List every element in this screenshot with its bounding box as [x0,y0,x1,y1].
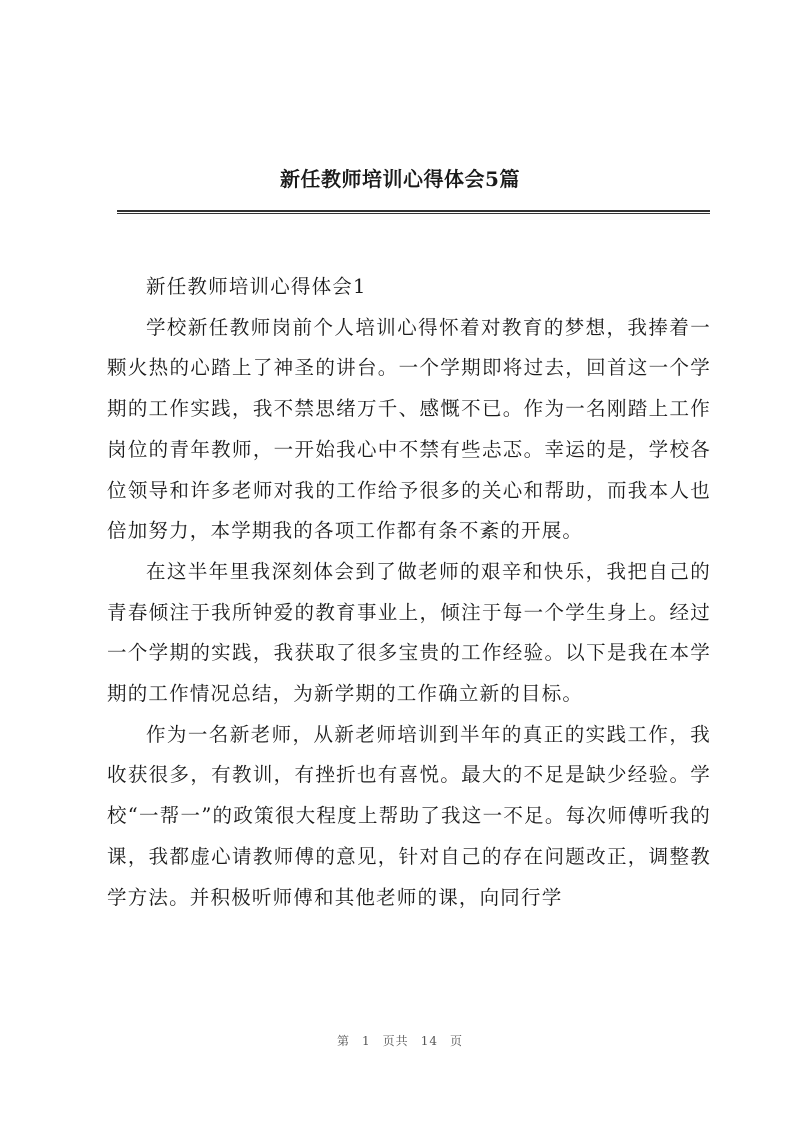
footer-prefix: 第 [337,1034,351,1048]
footer-total-pages: 14 [420,1034,438,1048]
page-footer [0,1032,800,1049]
title-divider [117,210,710,214]
footer-suffix: 页 [449,1034,463,1048]
footer-current-page: 1 [362,1034,371,1048]
section-heading: 新任教师培训心得体会1 [146,275,367,298]
paragraph: 学校新任教师岗前个人培训心得怀着对教育的梦想，我捧着一颗火热的心踏上了神圣的讲台。一个学期即将过去，回首这一个学期的工作实践，我不禁思绪万千、感慨不已。作为一名刚踏上工作岗位的青年教师，一开始我心中不禁有些忐忑。幸运的是，学校各位领导和许多老师对我的工作给予很多的关心和帮助，而我本人也倍加努力，本学期我的各项工作都有条不紊的开展。 [107,315,711,543]
page-title: 新任教师培训心得体会5篇 [280,167,520,191]
footer-middle: 页共 [382,1034,409,1048]
paragraph: 在这半年里我深刻体会到了做老师的艰辛和快乐，我把自己的青春倾注于我所钟爱的教育事业上，倾注于每一个学生身上。经过一个学期的实践，我获取了很多宝贵的工作经验。以下是我在本学期的工作情况总结，为新学期的工作确立新的目标。 [107,559,711,706]
document-body [107,267,711,918]
paragraph: 作为一名新老师，从新老师培训到半年的真正的实践工作，我收获很多，有教训，有挫折也有喜悦。最大的不足是缺少经验。学校“一帮一”的政策很大程度上帮助了我这一不足。每次师傅听我的课，我都虚心请教师傅的意见，针对自己的存在问题改正，调整教学方法。并积极听师傅和其他老师的课，向同行学 [107,722,711,909]
